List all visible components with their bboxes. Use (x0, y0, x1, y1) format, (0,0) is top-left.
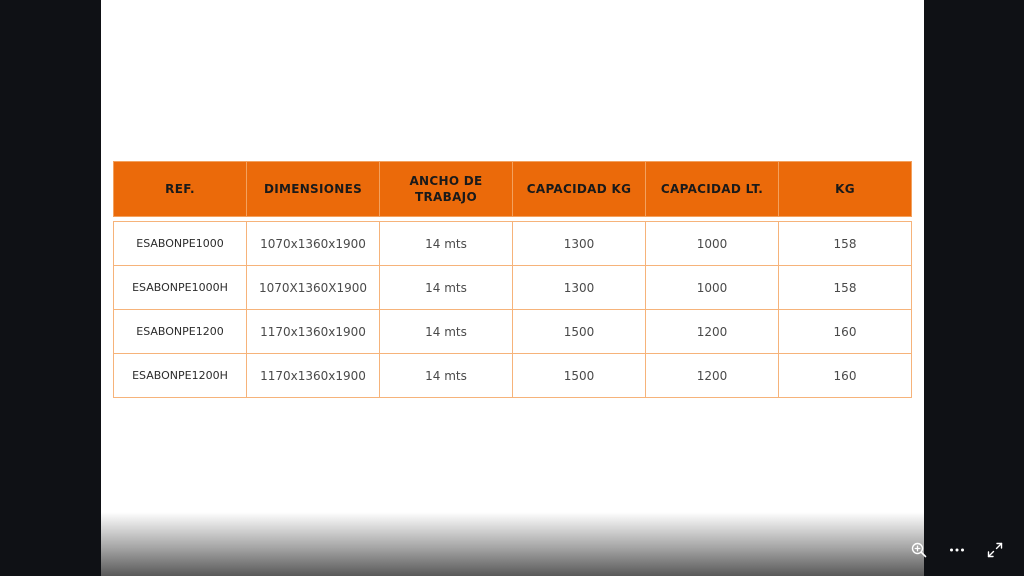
slide-image (101, 0, 924, 576)
cell-dimensiones: 1070x1360x1900 (247, 222, 380, 266)
table-row (114, 310, 912, 354)
header-ref: REF. (114, 162, 247, 217)
cell-capacidad-kg: 1500 (513, 354, 646, 398)
cell-capacidad-kg: 1500 (513, 310, 646, 354)
bottom-gradient-overlay (101, 512, 924, 576)
cell-ref: ESABONPE1000 (114, 222, 247, 266)
viewer-controls (910, 536, 1004, 564)
table-header-row (114, 162, 912, 217)
fullscreen-icon (987, 542, 1003, 558)
header-ancho-de-trabajo: ANCHO DE TRABAJO (380, 162, 513, 217)
cell-ancho: 14 mts (380, 266, 513, 310)
fullscreen-button[interactable] (986, 536, 1004, 564)
more-options-icon (949, 542, 965, 558)
cell-kg: 158 (779, 222, 912, 266)
cell-ancho: 14 mts (380, 222, 513, 266)
cell-kg: 158 (779, 266, 912, 310)
header-capacidad-kg: CAPACIDAD KG (513, 162, 646, 217)
header-kg: KG (779, 162, 912, 217)
cell-ref: ESABONPE1200H (114, 354, 247, 398)
table-row (114, 222, 912, 266)
zoom-in-button[interactable] (910, 536, 928, 564)
cell-capacidad-lt: 1200 (646, 354, 779, 398)
cell-ref: ESABONPE1200 (114, 310, 247, 354)
cell-capacidad-lt: 1200 (646, 310, 779, 354)
cell-capacidad-kg: 1300 (513, 266, 646, 310)
cell-ancho: 14 mts (380, 354, 513, 398)
cell-capacidad-kg: 1300 (513, 222, 646, 266)
cell-kg: 160 (779, 310, 912, 354)
header-capacidad-lt: CAPACIDAD LT. (646, 162, 779, 217)
spec-table (113, 161, 912, 398)
cell-capacidad-lt: 1000 (646, 222, 779, 266)
zoom-in-icon (911, 542, 927, 558)
cell-ancho: 14 mts (380, 310, 513, 354)
cell-kg: 160 (779, 354, 912, 398)
cell-dimensiones: 1070X1360X1900 (247, 266, 380, 310)
cell-dimensiones: 1170x1360x1900 (247, 354, 380, 398)
cell-capacidad-lt: 1000 (646, 266, 779, 310)
table-row (114, 354, 912, 398)
header-dimensiones: DIMENSIONES (247, 162, 380, 217)
cell-dimensiones: 1170x1360x1900 (247, 310, 380, 354)
cell-ref: ESABONPE1000H (114, 266, 247, 310)
more-options-button[interactable] (948, 536, 966, 564)
table-row (114, 266, 912, 310)
